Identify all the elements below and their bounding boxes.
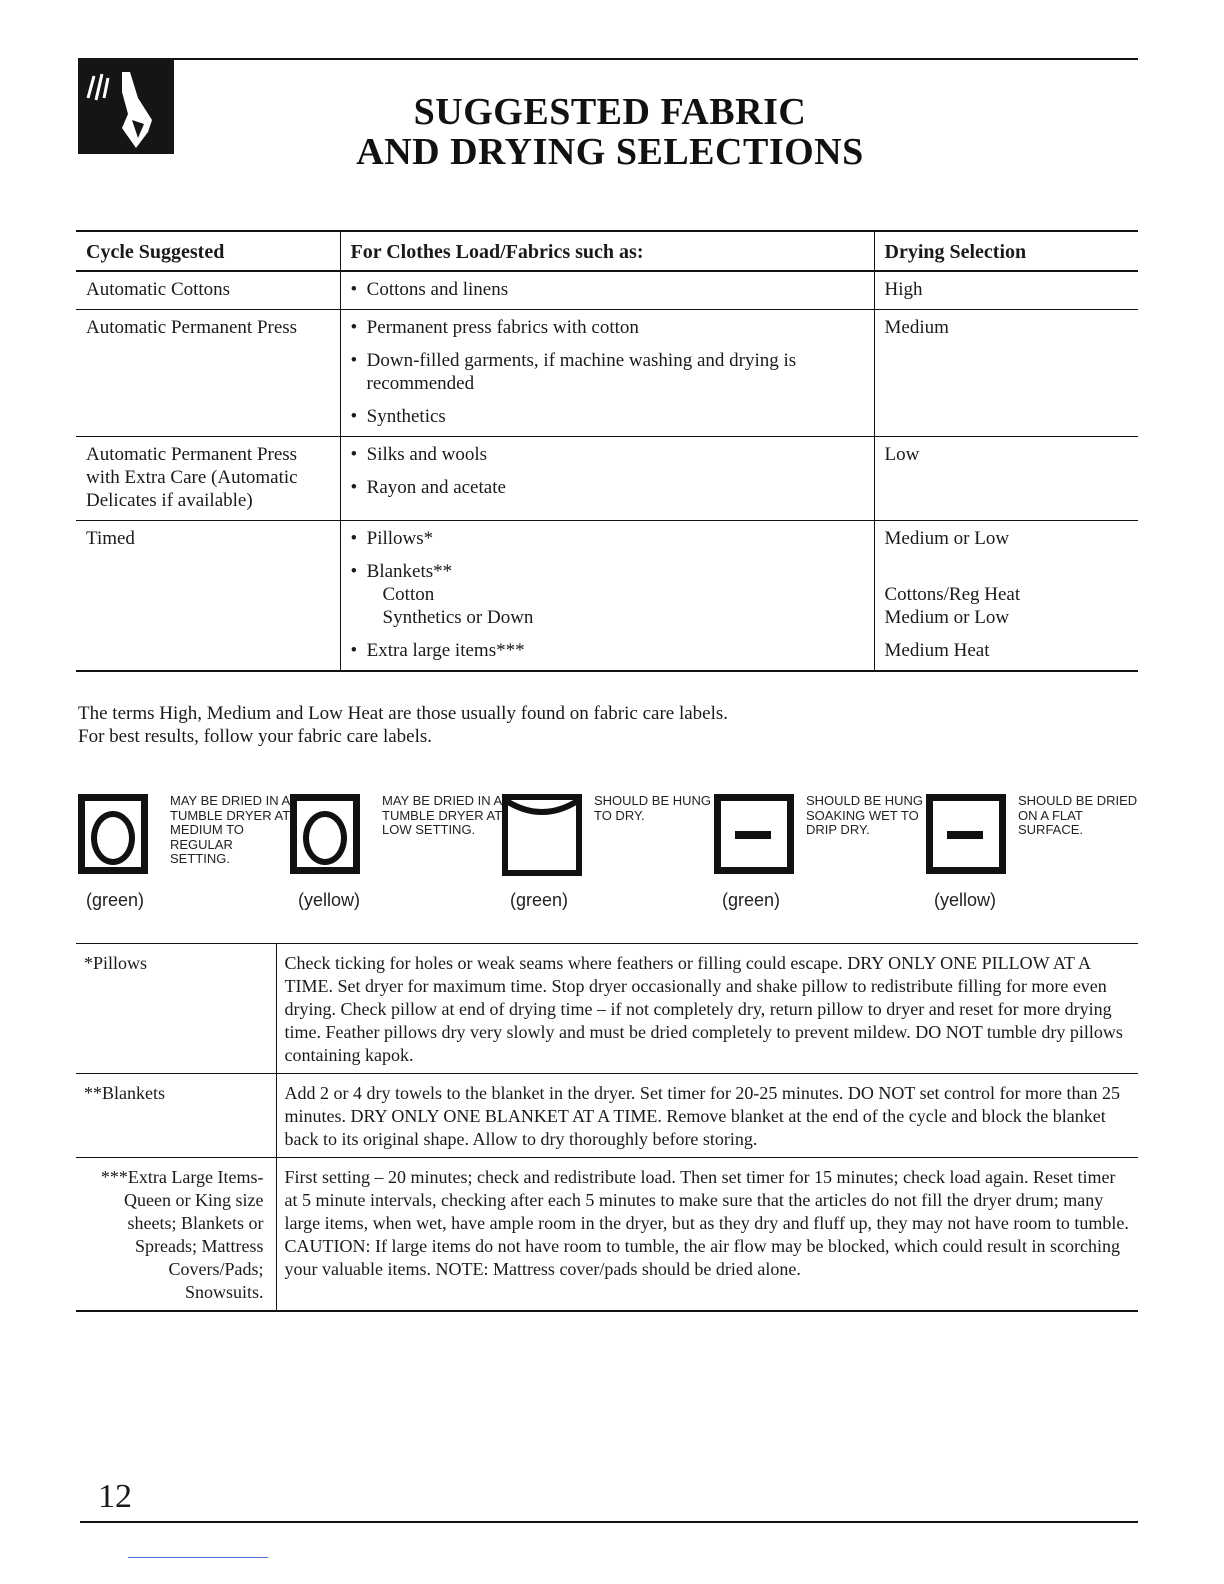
footnote-term: **Blankets (76, 1074, 276, 1158)
page-title (250, 92, 970, 172)
header-fabrics: For Clothes Load/Fabrics such as: (340, 231, 874, 271)
fabrics-cell (340, 310, 874, 437)
symbol-caption: SHOULD BE DRIED ON A FLAT SURFACE. (1018, 793, 1138, 837)
link-underline-mark (128, 1557, 268, 1558)
symbol-caption: SHOULD BE HUNG TO DRY. (594, 793, 712, 823)
cycle-cell: Timed (76, 521, 340, 672)
selection-value: Cottons/Reg Heat Medium or Low (884, 584, 1021, 628)
fabric-item: • Permanent press fabrics with cotton (350, 317, 639, 338)
tumble-dry-circle-icon (78, 794, 148, 874)
footnote-text: Add 2 or 4 dry towels to the blanket in the dryer. Set timer for 20-25 minutes. DO NOT set control for more than 25 minutes. DRY ONLY ONE BLANKET AT A TIME. Remove blanket at the end of the cycle and block the blanket back to its original shape. Allow to dry thoroughly before storing. (276, 1074, 1138, 1158)
care-symbol (502, 792, 714, 922)
care-symbol (78, 792, 290, 922)
fabric-item: • Synthetics (350, 406, 446, 427)
symbol-caption: SHOULD BE HUNG SOAKING WET TO DRIP DRY. (806, 793, 924, 837)
drip-dry-icon (714, 794, 794, 874)
selection-cell (874, 437, 1138, 521)
fabric-item: • Cottons and linens (350, 279, 509, 300)
selection-value: Medium or Low (884, 528, 1010, 549)
table-row (76, 310, 1138, 437)
title-line-1: SUGGESTED FABRIC (413, 91, 807, 133)
selection-value: Low (884, 444, 920, 465)
symbol-caption: MAY BE DRIED IN A TUMBLE DRYER AT MEDIUM TO REGULAR SETTING. (170, 793, 290, 866)
footnote-row (76, 944, 1138, 1074)
fabric-item: • Rayon and acetate (350, 477, 506, 498)
care-symbol (926, 792, 1138, 922)
dry-flat-icon (926, 794, 1006, 874)
header-cycle: Cycle Suggested (76, 231, 340, 271)
symbol-color-label: (yellow) (298, 890, 361, 910)
cycle-cell: Automatic Permanent Press with Extra Care (Automatic Delicates if available) (76, 437, 340, 521)
selection-cell (874, 271, 1138, 310)
header-selection: Drying Selection (874, 231, 1138, 271)
symbol-color-label: (green) (510, 890, 569, 910)
line-dry-icon (502, 794, 582, 876)
selection-value: Medium (884, 317, 949, 338)
selection-value: Medium Heat (884, 640, 990, 661)
fabric-item: • Down-filled garments, if machine washing and drying is recommended (350, 350, 797, 394)
table-row (76, 271, 1138, 310)
selection-cell (874, 310, 1138, 437)
fabric-item: • Blankets** Cotton Synthetics or Down (351, 560, 864, 629)
footnote-row (76, 1158, 1138, 1312)
bottom-rule (80, 1521, 1138, 1523)
footnote-row (76, 1074, 1138, 1158)
note-line-2: For best results, follow your fabric care labels. (78, 726, 433, 747)
care-label-note (78, 702, 728, 748)
selection-cell (874, 521, 1138, 672)
selection-value: High (884, 279, 923, 300)
fabric-item: • Pillows* (350, 528, 434, 549)
title-line-2: AND DRYING SELECTIONS (356, 131, 864, 173)
footnote-text: First setting – 20 minutes; check and redistribute load. Then set timer for 15 minutes; check load again. Reset timer at 5 minute intervals, checking after each 5 minutes to make sure that the articles do not fill the dryer drum; many large items, when wet, have ample room in the dryer, but as they dry and fluff up, they may not have room to tumble. CAUTION: If large items do not have room to tumble, the air flow may be blocked, which could result in scorching your valuable items. NOTE: Mattress cover/pads should be dried alone. (276, 1158, 1138, 1312)
page-number: 12 (98, 1478, 132, 1515)
fabrics-cell (340, 271, 874, 310)
table-header-row (76, 231, 1138, 271)
cycle-cell: Automatic Permanent Press (76, 310, 340, 437)
drying-selection-table (76, 230, 1138, 672)
symbol-caption: MAY BE DRIED IN A TUMBLE DRYER AT LOW SETTING. (382, 793, 502, 837)
care-symbols (78, 792, 1138, 922)
hand-pointer-icon (78, 58, 174, 154)
symbol-color-label: (green) (86, 890, 145, 910)
care-symbol (290, 792, 502, 922)
fabric-subitem: Synthetics or Down (382, 607, 534, 628)
table-row (76, 521, 1138, 672)
fabric-subitem: Cotton (382, 584, 435, 605)
fabric-item: • Silks and wools (350, 444, 488, 465)
care-symbol (714, 792, 926, 922)
symbol-color-label: (yellow) (934, 890, 997, 910)
cycle-cell: Automatic Cottons (76, 271, 340, 310)
tumble-dry-circle-icon (290, 794, 360, 874)
fabric-item: • Extra large items*** (350, 640, 525, 661)
footnotes-table (76, 943, 1138, 1312)
fabrics-cell (340, 521, 874, 672)
fabrics-cell (340, 437, 874, 521)
table-row (76, 437, 1138, 521)
top-rule (80, 58, 1138, 60)
note-line-1: The terms High, Medium and Low Heat are those usually found on fabric care labels. (78, 703, 729, 724)
footnote-text: Check ticking for holes or weak seams where feathers or filling could escape. DRY ONLY ONE PILLOW AT A TIME. Set dryer for maximum time. Stop dryer occasionally and shake pillow to redistribute filling for more even drying. Check pillow at end of drying time – if not completely dry, return pillow to dryer and reset for more drying time. Feather pillows dry very slowly and must be dried completely to prevent mildew. DO NOT tumble dry pillows containing kapok. (276, 944, 1138, 1074)
footnote-term: *Pillows (76, 944, 276, 1074)
symbol-color-label: (green) (722, 890, 781, 910)
footnote-term: ***Extra Large Items- Queen or King size sheets; Blankets or Spreads; Mattress Covers/Pads; Snowsuits. (76, 1158, 276, 1312)
